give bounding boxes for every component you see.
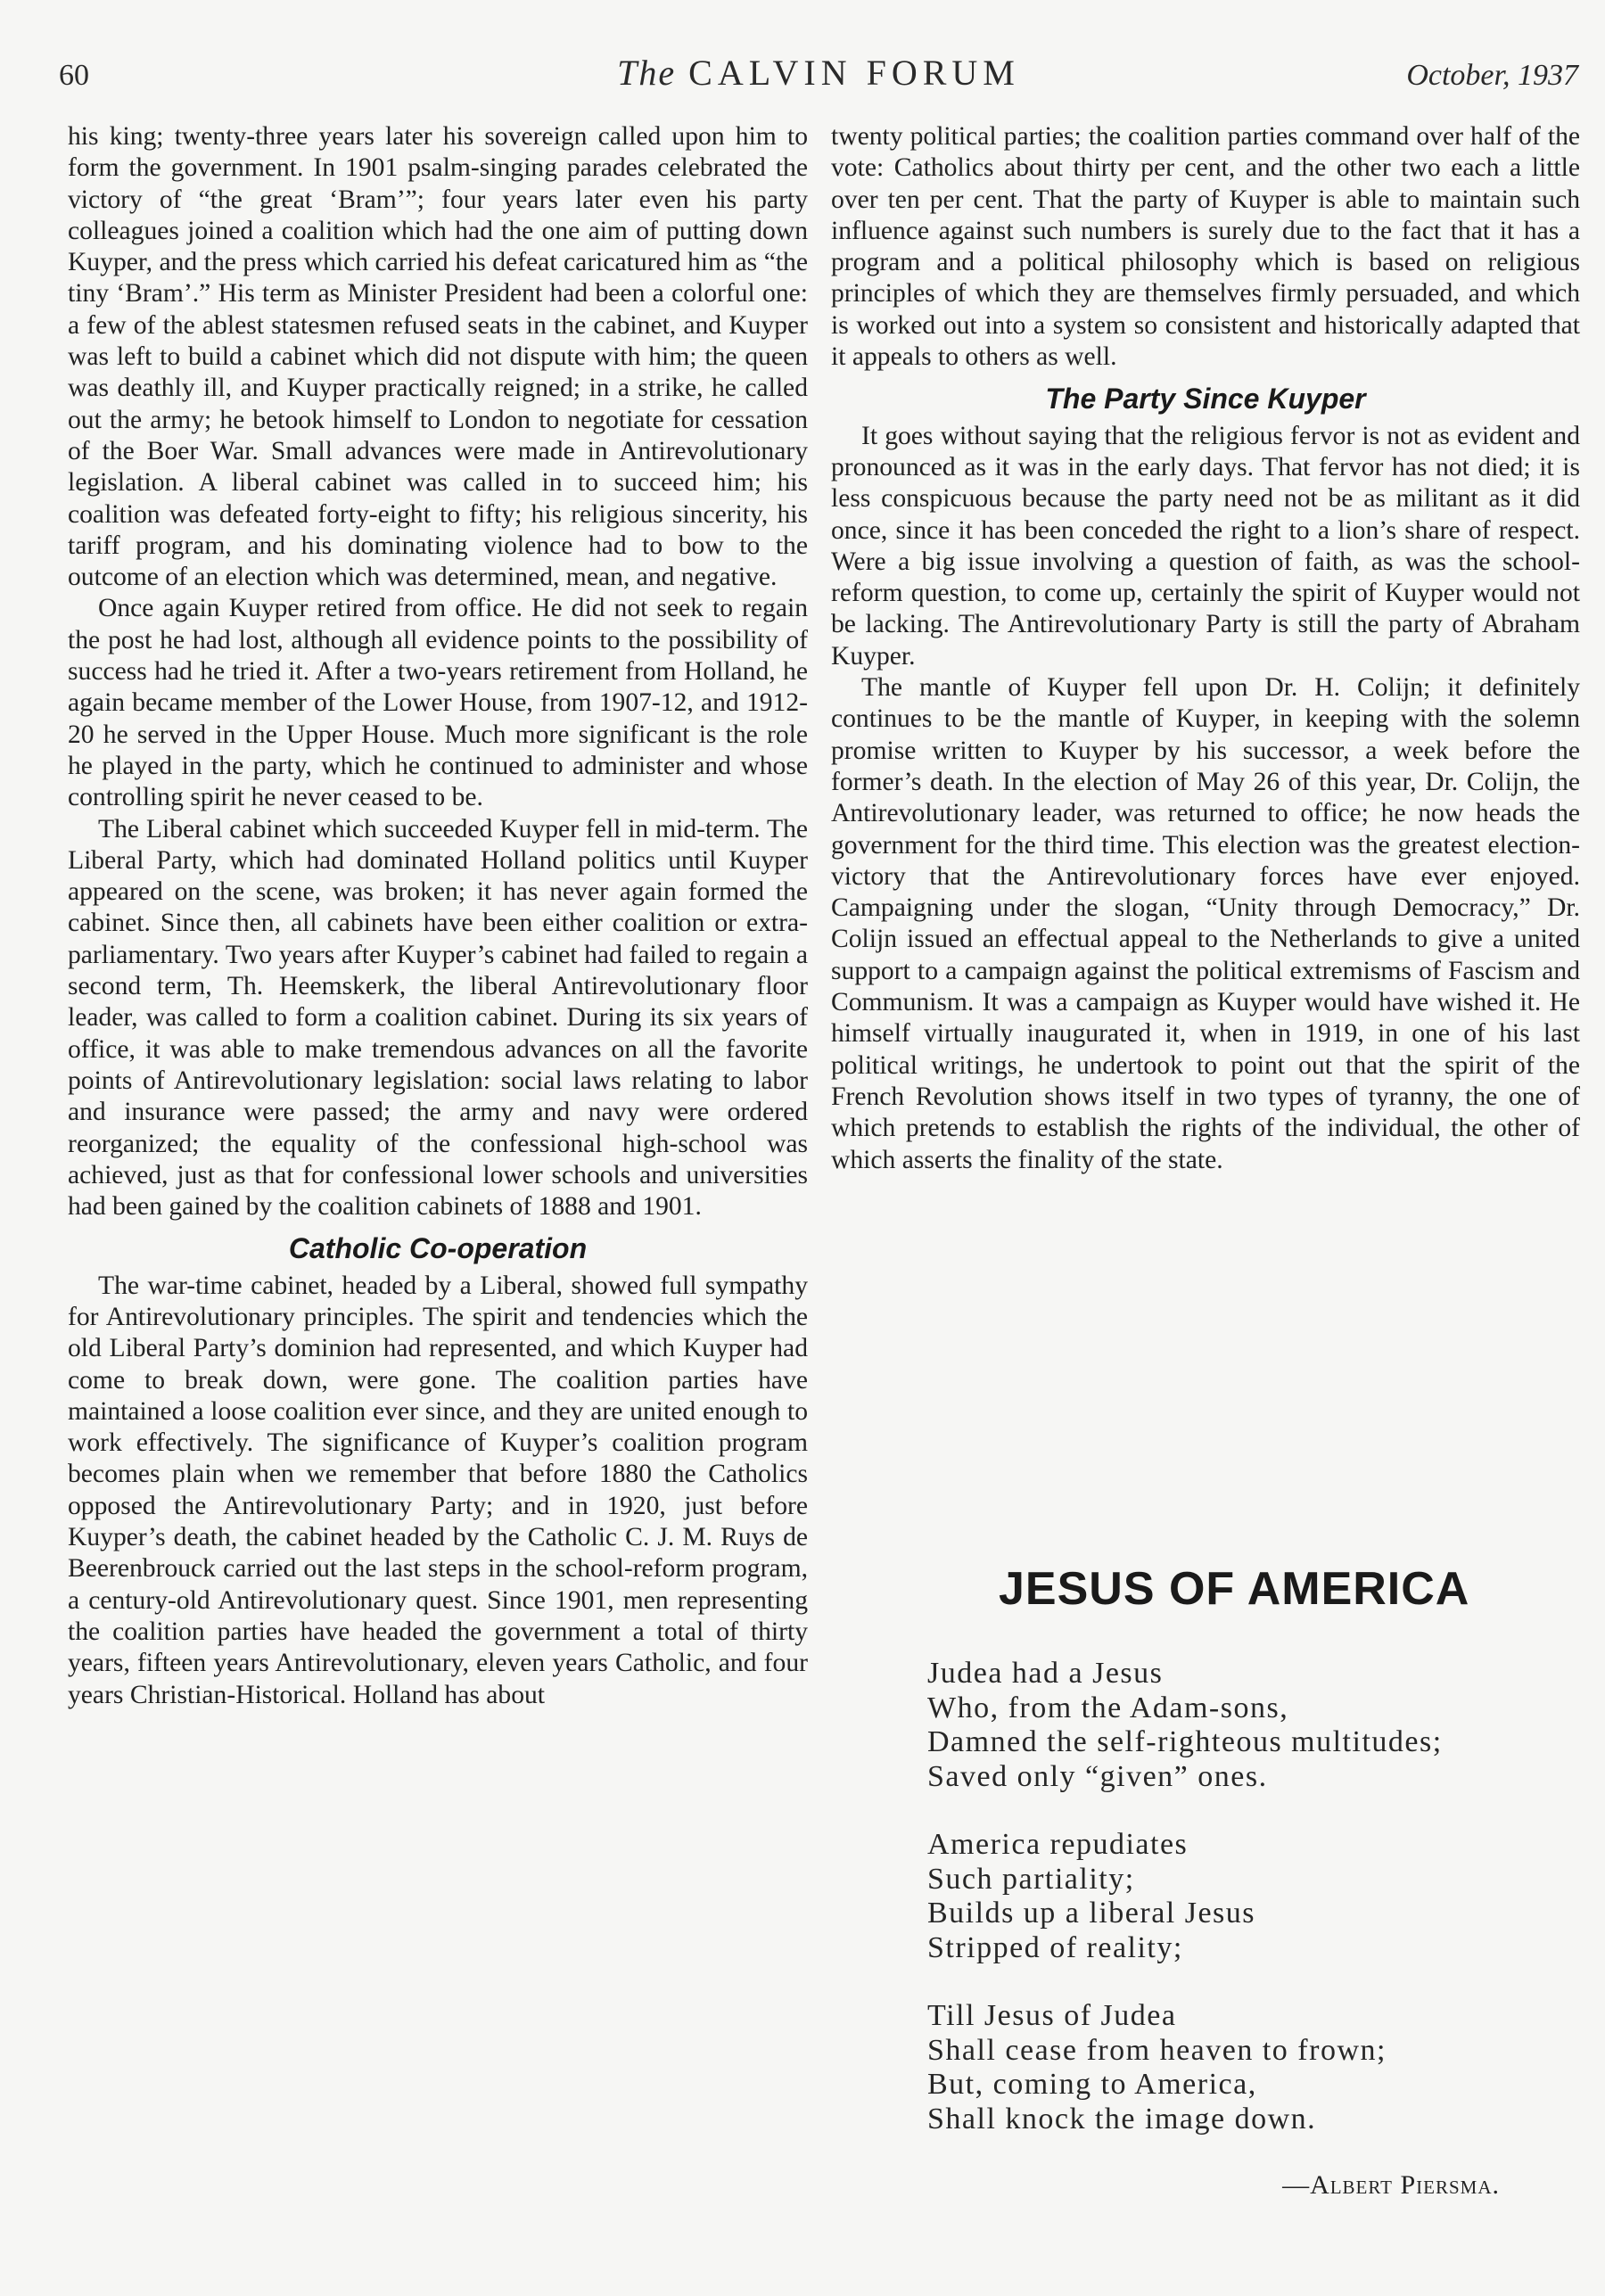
poem-line: Who, from the Adam-sons, <box>927 1691 1289 1724</box>
paragraph: The war-time cabinet, headed by a Liberal, showed full sympathy for Antirevolutionary principles. The spirit and tendencies which the old Liberal Party’s dominion had represented, and which Kuyper had come to break down, were gone. The coalition parties have maintained a loose coalition ever since, and they are united enough to work effectively. The significance of Kuyper’s coalition program becomes plain when we remember that before 1880 the Catholics opposed the Antirevolutionary Party; and in 1920, just before Kuyper’s death, the cabinet headed by the Catholic C. J. M. Ruys de Beerenbrouck carried out the last steps in the school-reform program, a century-old Antirevolutionary quest. Since 1901, men representing the coalition parties have headed the government a total of thirty years, fifteen years Antirevolutionary, eleven years Catholic, and four years Christian-Historical. Holland has about <box>68 1271 808 1709</box>
poem-stanza <box>927 1828 1552 1965</box>
poem <box>927 1562 1552 2201</box>
left-column <box>68 121 808 1711</box>
page-number: 60 <box>59 59 89 92</box>
poem-line: Judea had a Jesus <box>927 1657 1164 1690</box>
poem-stanza <box>927 1657 1552 1794</box>
poem-author <box>927 2170 1552 2201</box>
poem-line: Builds up a liberal Jesus <box>927 1897 1256 1930</box>
poem-line: Till Jesus of Judea <box>927 1999 1177 2032</box>
section-heading: The Party Since Kuyper <box>1045 383 1366 416</box>
poem-line: But, coming to America, <box>927 2068 1257 2101</box>
issue-date: October, 1937 <box>1406 59 1578 92</box>
author-name: —Albert Piersma. <box>1282 2170 1500 2200</box>
poem-line: Shall knock the image down. <box>927 2102 1317 2136</box>
paragraph: The Liberal cabinet which succeeded Kuyper fell in mid-term. The Liberal Party, which had dominated Holland politics until Kuyper appeared on the scene, was broken; it has never again formed the cabinet. Since then, all cabinets have been either coalition or extra-parliamentary. Two years after Kuyper’s cabinet had failed to regain a second term, Th. Heemskerk, the liberal Antirevolutionary floor leader, was called to form a coalition cabinet. During its six years of office, it was able to make tremendous advances on all the favorite points of Antirevolutionary legislation: social laws relating to labor and insurance were passed; the army and navy were ordered reorganized; the equality of the confessional high-school was achieved, just as that for confessional lower schools and universities had been gained by the coalition cabinets of 1888 and 1901. <box>68 814 808 1222</box>
poem-title: JESUS OF AMERICA <box>999 1563 1470 1615</box>
poem-line: America repudiates <box>927 1828 1189 1861</box>
paragraph: Once again Kuyper retired from office. He did not seek to regain the post he had lost, although all evidence points to the possibility of success had he tried it. After a two-years retirement from Holland, he again became member of the Lower House, from 1907-12, and 1912-20 he served in the Upper House. Much more significant is the role he played in the party, which he continued to administer and whose controlling spirit he never ceased to be. <box>68 594 808 812</box>
poem-line: Damned the self-righteous multitudes; <box>927 1725 1443 1758</box>
poem-line: Stripped of reality; <box>927 1930 1183 1964</box>
masthead-title: CALVIN FORUM <box>688 53 1020 93</box>
paragraph: his king; twenty-three years later his sovereign called upon him to form the government. In 1901 psalm-singing parades celebrated the victory of “the great ‘Bram’”; four years later even his party colleagues joined a coalition which had the one aim of putting down Kuyper, and the press which carried his defeat caricatured him as “the tiny ‘Bram’.” His term as Minister President had been a colorful one: a few of the ablest statesmen refused seats in the cabinet, and Kuyper was left to build a cabinet which did not dispute with him; the queen was deathly ill, and Kuyper practically reigned; in a strike, he called out the army; he betook himself to London to negotiate for cessation of the Boer War. Small advances were made in Antirevolutionary legislation. A liberal cabinet was called in to succeed him; his coalition was defeated forty-eight to fifty; his religious sincerity, his tariff program, and his dominating violence had to bow to the outcome of an election which was determined, mean, and negative. <box>68 122 808 592</box>
poem-line: Saved only “given” ones. <box>927 1759 1268 1793</box>
paragraph: twenty political parties; the coalition parties command over half of the vote: Catholics about thirty per cent, and the other two each a little over ten per cent. That the party of Kuyper is able to maintain such influence against such numbers is surely due to the fact that it has a program and a political philosophy which is based on religious principles of which they are themselves firmly persuaded, and which is worked out into a system so consistent and historically adapted that it appeals to others as well. <box>831 122 1580 372</box>
page-header <box>59 52 1578 100</box>
section-heading: Catholic Co-operation <box>288 1232 588 1265</box>
right-column <box>831 121 1580 1176</box>
paragraph: The mantle of Kuyper fell upon Dr. H. Colijn; it definitely continues to be the mantle of Kuyper, in keeping with the solemn promise written to Kuyper by his successor, a week before the former’s death. In the election of May 26 of this year, Dr. Colijn, the Antirevolutionary leader, was returned to office; he now heads the government for the third time. This election was the greatest election-victory that the Antirevolutionary forces have ever enjoyed. Campaigning under the slogan, “Unity through Democracy,” Dr. Colijn issued an effectual appeal to the Netherlands to give a united support to a campaign against the political extremisms of Fascism and Communism. It was a campaign as Kuyper would have wished it. He himself virtually inaugurated it, when in 1919, in one of his last political writings, he undertook to point out that the spirit of the French Revolution shows itself in two types of tyranny, the one of which pretends to establish the rights of the individual, the other of which asserts the finality of the state. <box>831 673 1580 1174</box>
poem-line: Shall cease from heaven to frown; <box>927 2033 1387 2067</box>
masthead <box>59 52 1578 94</box>
paragraph: It goes without saying that the religious fervor is not as evident and pronounced as it was in the early days. That fervor has not died; it is less conspicuous because the party need not be as militant as it did once, since it has been conceded the right to a lion’s share of respect. Were a big issue involving a question of faith, as was the school-reform question, to come up, certainly the spirit of Kuyper would not be lacking. The Antirevolutionary Party is still the party of Abraham Kuyper. <box>831 421 1580 671</box>
poem-stanza <box>927 1999 1552 2136</box>
masthead-prefix: The <box>617 53 677 93</box>
poem-line: Such partiality; <box>927 1862 1135 1896</box>
